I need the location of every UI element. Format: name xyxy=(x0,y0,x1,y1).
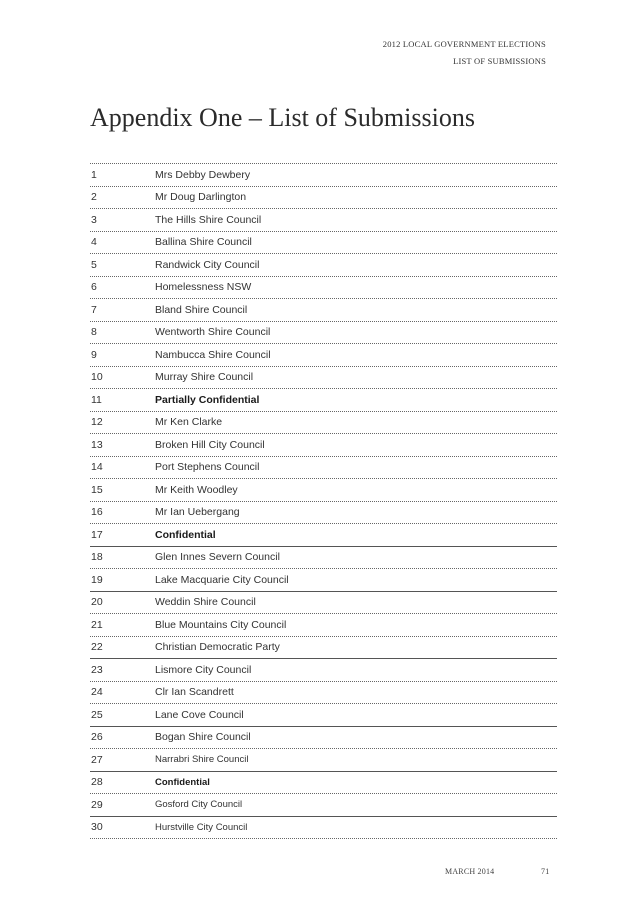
table-row xyxy=(90,727,557,750)
submission-number: 12 xyxy=(91,416,103,429)
submission-name: Confidential xyxy=(155,776,210,788)
table-row xyxy=(90,232,557,255)
submission-name: Mr Ian Uebergang xyxy=(155,506,240,519)
submission-name: Mr Doug Darlington xyxy=(155,191,247,204)
submission-number: 17 xyxy=(91,528,103,541)
table-row xyxy=(90,164,557,187)
table-row xyxy=(90,614,557,637)
table-row xyxy=(90,817,557,840)
table-row xyxy=(90,772,557,795)
submission-name: Bland Shire Council xyxy=(155,303,248,316)
submission-name: Murray Shire Council xyxy=(155,371,254,384)
table-row xyxy=(90,457,557,480)
submission-number: 30 xyxy=(91,821,103,834)
submission-name: Bogan Shire Council xyxy=(155,731,251,744)
submission-name: Mr Ken Clarke xyxy=(155,416,223,429)
submission-number: 16 xyxy=(91,506,103,519)
table-row xyxy=(90,749,557,772)
submission-number: 6 xyxy=(91,281,97,294)
header-line-1: 2012 LOCAL GOVERNMENT ELECTIONS xyxy=(382,39,546,49)
submission-name: Randwick City Council xyxy=(155,258,260,271)
table-row xyxy=(90,524,557,547)
submission-name: Wentworth Shire Council xyxy=(155,326,271,339)
table-row xyxy=(90,569,557,592)
submission-name: Glen Innes Severn Council xyxy=(155,551,280,564)
running-header xyxy=(383,36,546,70)
submission-name: Gosford City Council xyxy=(155,799,243,811)
submission-name: Lake Macquarie City Council xyxy=(155,573,289,586)
submission-name: Clr Ian Scandrett xyxy=(155,686,234,699)
submission-name: Confidential xyxy=(155,528,216,541)
submission-number: 1 xyxy=(91,168,97,181)
submission-number: 13 xyxy=(91,438,103,451)
table-row xyxy=(90,412,557,435)
footer-date: MARCH 2014 xyxy=(445,867,495,876)
submission-name: Port Stephens Council xyxy=(155,461,260,474)
page-number: 71 xyxy=(541,867,550,876)
submission-name: Partially Confidential xyxy=(155,393,260,406)
submission-name: Hurstville City Council xyxy=(155,821,248,833)
table-row xyxy=(90,794,557,817)
table-row xyxy=(90,704,557,727)
table-row xyxy=(90,299,557,322)
submission-name: Mr Keith Woodley xyxy=(155,483,238,496)
submission-name: Homelessness NSW xyxy=(155,281,252,294)
submission-name: Mrs Debby Dewbery xyxy=(155,168,251,181)
submission-name: Nambucca Shire Council xyxy=(155,348,271,361)
submission-number: 29 xyxy=(91,798,103,811)
table-row xyxy=(90,209,557,232)
submission-name: Broken Hill City Council xyxy=(155,438,265,451)
submission-number: 2 xyxy=(91,191,97,204)
submission-number: 10 xyxy=(91,371,103,384)
header-line-2: LIST OF SUBMISSIONS xyxy=(453,56,546,66)
submission-number: 20 xyxy=(91,596,103,609)
submission-number: 5 xyxy=(91,258,97,271)
submission-name: The Hills Shire Council xyxy=(155,213,262,226)
table-row xyxy=(90,682,557,705)
table-row xyxy=(90,367,557,390)
submission-number: 22 xyxy=(91,641,103,654)
submission-number: 24 xyxy=(91,686,103,699)
submission-number: 26 xyxy=(91,731,103,744)
table-row xyxy=(90,389,557,412)
submission-number: 14 xyxy=(91,461,103,474)
submission-number: 15 xyxy=(91,483,103,496)
table-row xyxy=(90,254,557,277)
page-title: Appendix One – List of Submissions xyxy=(90,103,475,132)
submission-number: 25 xyxy=(91,708,103,721)
table-row xyxy=(90,637,557,660)
submission-number: 18 xyxy=(91,551,103,564)
submission-number: 19 xyxy=(91,573,103,586)
table-row xyxy=(90,592,557,615)
table-row xyxy=(90,187,557,210)
submission-name: Lane Cove Council xyxy=(155,708,244,721)
submission-number: 21 xyxy=(91,618,103,631)
submission-name: Blue Mountains City Council xyxy=(155,618,287,631)
table-row xyxy=(90,322,557,345)
submission-number: 4 xyxy=(91,236,97,249)
table-row xyxy=(90,659,557,682)
submission-number: 7 xyxy=(91,303,97,316)
table-row xyxy=(90,502,557,525)
submission-name: Weddin Shire Council xyxy=(155,596,256,609)
submission-number: 3 xyxy=(91,213,97,226)
table-row xyxy=(90,434,557,457)
submission-number: 9 xyxy=(91,348,97,361)
submission-number: 8 xyxy=(91,326,97,339)
table-row xyxy=(90,277,557,300)
table-row xyxy=(90,344,557,367)
submission-number: 23 xyxy=(91,663,103,676)
table-row xyxy=(90,547,557,570)
table-row xyxy=(90,479,557,502)
submissions-table xyxy=(90,163,557,839)
page-footer xyxy=(445,867,550,876)
submission-name: Lismore City Council xyxy=(155,663,252,676)
submission-name: Narrabri Shire Council xyxy=(155,754,249,766)
submission-name: Ballina Shire Council xyxy=(155,236,252,249)
submission-number: 27 xyxy=(91,753,103,766)
submission-number: 11 xyxy=(91,393,102,406)
submission-name: Christian Democratic Party xyxy=(155,641,280,654)
submission-number: 28 xyxy=(91,776,103,789)
